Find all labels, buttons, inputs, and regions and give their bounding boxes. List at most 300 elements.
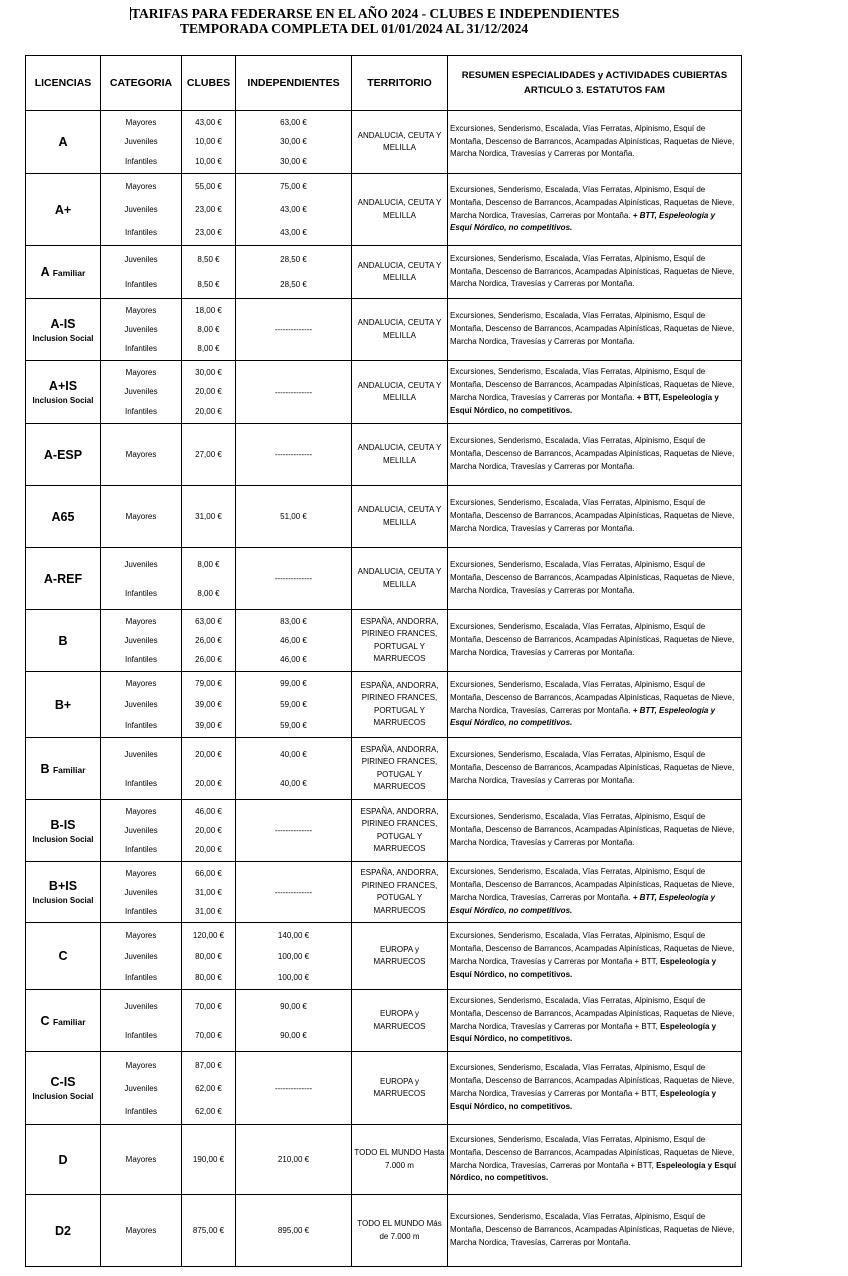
independent-price: 51,00 €	[280, 512, 307, 521]
cat-stack	[101, 248, 181, 297]
summary-extra: + BTT, Espeleología y Esquí Nórdico, no competitivos.	[450, 705, 716, 728]
ind-stack	[236, 426, 351, 484]
club-cell	[182, 361, 236, 424]
summary-text: Excursiones, Senderismo, Escalada, Vías Ferratas, Alpinismo, Esquí de Montaña, Descenso de Barrancos, Acampadas Alpinísticas, Raquetas de Nieve, Marcha Nordica, Travesías y Carreras por Montaña.	[450, 311, 735, 346]
club-price: 63,00 €	[195, 616, 222, 626]
club-stack	[182, 550, 235, 608]
table-row	[26, 862, 742, 923]
table-row	[26, 610, 742, 672]
ind-cell	[236, 923, 352, 990]
cat-cell	[101, 1195, 182, 1267]
summary-text: Excursiones, Senderismo, Escalada, Vías Ferratas, Alpinismo, Esquí de Montaña, Descenso de Barrancos, Acampadas Alpinísticas, Raquetas de Nieve, Marcha Nordica, Travesías y Carreras por Montaña.	[450, 750, 735, 785]
category-value: Juveniles	[124, 204, 158, 214]
category-value: Mayores	[125, 930, 157, 940]
category-value: Mayores	[125, 182, 157, 192]
ind-cell	[236, 1195, 352, 1267]
table-row	[26, 1195, 742, 1267]
club-price: 20,00 €	[195, 749, 222, 759]
independent-price: 40,00 €	[280, 749, 307, 759]
club-price: 80,00 €	[195, 972, 222, 982]
category-value: Mayores	[125, 1060, 157, 1070]
cat-cell	[101, 672, 182, 738]
licence-code: B	[58, 633, 68, 648]
licence-code: A+IS	[48, 379, 78, 393]
independent-price: 210,00 €	[277, 1155, 310, 1164]
club-cell	[182, 923, 236, 990]
cat-cell	[101, 1125, 182, 1195]
cat-stack	[101, 612, 181, 670]
territory-text: ANDALUCIA, CEUTA Y MELILLA	[357, 380, 442, 402]
cat-stack	[101, 674, 181, 736]
category-value: Mayores	[125, 616, 157, 626]
cat-stack	[101, 426, 181, 484]
licence-code: B+	[54, 697, 72, 712]
category-value: Infantiles	[124, 1106, 158, 1116]
summary-cell	[448, 1052, 742, 1125]
licence-subtitle: Inclusion Social	[32, 896, 94, 905]
summary-cell	[448, 299, 742, 361]
table-row	[26, 990, 742, 1052]
territory-text: ESPAÑA, ANDORRA, PIRINEO FRANCES, PORTUGAL Y MARRUECOS	[360, 680, 439, 727]
summary-text: Excursiones, Senderismo, Escalada, Vías Ferratas, Alpinismo, Esquí de Montaña, Descenso de Barrancos, Acampadas Alpinísticas, Raquetas de Nieve, Marcha Nordica, Travesías, Carreras por Montaña.	[450, 679, 735, 715]
ind-cell	[236, 111, 352, 174]
club-cell	[182, 1125, 236, 1195]
licence-code: A65	[51, 509, 75, 524]
ind-cell	[236, 610, 352, 672]
territory-cell	[352, 361, 448, 424]
club-price: 10,00 €	[195, 137, 222, 147]
table-row	[26, 738, 742, 800]
ind-stack	[236, 992, 351, 1050]
summary-text: Excursiones, Senderismo, Escalada, Vías Ferratas, Alpinismo, Esquí de Montaña, Descenso de Barrancos, Acampadas Alpinísticas, Raquetas de Nieve, Marcha Nordica, Travesías y Carreras por Montaña.	[450, 812, 735, 847]
ind-cell	[236, 361, 352, 424]
independent-price: 90,00 €	[280, 1001, 307, 1011]
category-value: Infantiles	[124, 845, 158, 855]
club-price: 62,00 €	[195, 1106, 222, 1116]
independent-price: 100,00 €	[277, 972, 310, 982]
ind-stack	[236, 674, 351, 736]
summary-text: Excursiones, Senderismo, Escalada, Vías Ferratas, Alpinismo, Esquí de Montaña, Descenso de Barrancos, Acampadas Alpinísticas, Raquetas de Nieve, Marcha Nordica, Travesías y Carreras por Montaña.	[450, 123, 735, 159]
independent-price: 30,00 €	[280, 157, 307, 167]
club-price: 26,00 €	[195, 655, 222, 665]
territory-text: EUROPA y MARRUECOS	[373, 944, 426, 966]
table-row	[26, 486, 742, 548]
independent-price: 83,00 €	[280, 616, 307, 626]
club-price: 30,00 €	[195, 367, 222, 377]
table-header-row	[26, 56, 742, 111]
cat-stack	[101, 363, 181, 422]
category-value: Infantiles	[124, 720, 158, 730]
summary-cell	[448, 1125, 742, 1195]
territory-text: ESPAÑA, ANDORRA, PIRINEO FRANCES, PORTUGAL Y MARRUECOS	[360, 616, 439, 663]
ind-cell	[236, 990, 352, 1052]
territory-cell	[352, 862, 448, 923]
col-independientes: INDEPENDIENTES	[236, 56, 352, 111]
category-value: Mayores	[125, 450, 157, 459]
territory-cell	[352, 1125, 448, 1195]
territory-cell	[352, 672, 448, 738]
ind-stack	[236, 612, 351, 670]
category-value: Infantiles	[124, 972, 158, 982]
club-stack	[182, 248, 235, 297]
ind-cell	[236, 1125, 352, 1195]
summary-extra: + BTT, Espeleología y Esquí Nórdico, no competitivos.	[450, 210, 716, 233]
club-price: 70,00 €	[195, 1001, 222, 1011]
cat-stack	[101, 802, 181, 860]
ind-stack	[236, 925, 351, 988]
ind-stack	[236, 1127, 351, 1193]
club-price: 23,00 €	[195, 204, 222, 214]
licence-cell	[26, 111, 101, 174]
territory-text: EUROPA y MARRUECOS	[373, 1009, 426, 1031]
table-row	[26, 299, 742, 361]
col-categoria: CATEGORIA	[101, 56, 182, 111]
club-price: 87,00 €	[195, 1060, 222, 1070]
col-clubes: CLUBES	[182, 56, 236, 111]
club-cell	[182, 1052, 236, 1125]
ind-stack	[236, 488, 351, 546]
club-stack	[182, 1054, 235, 1123]
summary-cell	[448, 862, 742, 923]
licence-cell	[26, 174, 101, 246]
licence-subtitle: Inclusion Social	[32, 834, 94, 844]
category-value: Mayores	[125, 806, 157, 816]
licence-cell	[26, 548, 101, 610]
category-value: Infantiles	[124, 157, 158, 167]
licence-code: C	[40, 1013, 50, 1028]
category-value: Mayores	[125, 117, 157, 127]
table-row	[26, 923, 742, 990]
territory-cell	[352, 738, 448, 800]
licence-familiar-label: Familiar	[52, 764, 86, 775]
club-price: 55,00 €	[195, 182, 222, 192]
licence-subtitle: Inclusion Social	[32, 1092, 94, 1101]
cat-cell	[101, 299, 182, 361]
cat-cell	[101, 361, 182, 424]
ind-cell	[236, 424, 352, 486]
club-stack	[182, 674, 235, 736]
ind-stack	[236, 1054, 351, 1123]
club-stack	[182, 992, 235, 1050]
club-cell	[182, 800, 236, 862]
category-value: Juveniles	[124, 1001, 158, 1011]
summary-text: Excursiones, Senderismo, Escalada, Vías Ferratas, Alpinismo, Esquí de Montaña, Descenso de Barrancos, Acampadas Alpinísticas, Raquetas de Nieve, Marcha Nordica, Travesías y Carreras por Montaña.	[450, 560, 735, 595]
club-cell	[182, 424, 236, 486]
summary-cell	[448, 111, 742, 174]
summary-text: Excursiones, Senderismo, Escalada, Vías Ferratas, Alpinismo, Esquí de Montaña, Descenso de Barrancos, Acampadas Alpinísticas, Raquetas de Nieve, Marcha Nordica, Travesías y Carreras por Montaña + BTT,	[450, 995, 735, 1031]
ind-stack	[236, 113, 351, 172]
licence-cell	[26, 486, 101, 548]
club-price: 8,00 €	[197, 559, 220, 569]
licence-code: A-ESP	[43, 447, 83, 462]
summary-extra: Espeleología y Esquí Nórdico, no competitivos.	[450, 1021, 717, 1044]
ind-cell	[236, 548, 352, 610]
club-price: 20,00 €	[195, 778, 222, 788]
club-stack	[182, 925, 235, 988]
ind-stack	[236, 740, 351, 798]
territory-cell	[352, 548, 448, 610]
club-cell	[182, 111, 236, 174]
club-price: 8,00 €	[197, 344, 220, 354]
ind-cell	[236, 738, 352, 800]
territory-cell	[352, 923, 448, 990]
title-line-1: TARIFAS PARA FEDERARSE EN EL AÑO 2024 - CLUBES E INDEPENDIENTES	[131, 6, 620, 21]
table-row	[26, 111, 742, 174]
licence-subtitle: Inclusion Social	[32, 333, 94, 343]
club-price: 8,50 €	[197, 255, 220, 265]
independent-price: 30,00 €	[280, 137, 307, 147]
licence-cell	[26, 800, 101, 862]
club-price: 31,00 €	[195, 906, 222, 916]
independent-price: 46,00 €	[280, 655, 307, 665]
cat-stack	[101, 925, 181, 988]
ind-stack	[236, 802, 351, 860]
independent-price: 46,00 €	[280, 635, 307, 645]
cat-stack	[101, 992, 181, 1050]
licence-cell	[26, 424, 101, 486]
table-row	[26, 174, 742, 246]
table-row	[26, 548, 742, 610]
category-value: Infantiles	[124, 906, 158, 916]
independent-price: 140,00 €	[277, 930, 310, 940]
independent-price: 90,00 €	[280, 1030, 307, 1040]
licence-code: B+IS	[48, 879, 78, 893]
independent-price: 895,00 €	[277, 1226, 310, 1235]
club-cell	[182, 486, 236, 548]
cat-cell	[101, 1052, 182, 1125]
club-price: 10,00 €	[195, 157, 222, 167]
club-price: 20,00 €	[195, 387, 222, 397]
summary-text: Excursiones, Senderismo, Escalada, Vías Ferratas, Alpinismo, Esquí de Montaña, Descenso de Barrancos, Acampadas Alpinísticas, Raquetas de Nieve, Marcha Nordica, Travesías y Carreras por Montaña.	[450, 622, 735, 657]
category-value: Infantiles	[124, 227, 158, 237]
licence-cell	[26, 923, 101, 990]
territory-cell	[352, 610, 448, 672]
club-price: 31,00 €	[195, 512, 222, 521]
club-price: 23,00 €	[195, 227, 222, 237]
category-value: Mayores	[125, 1226, 157, 1235]
territory-text: ANDALUCIA, CEUTA Y MELILLA	[357, 198, 442, 220]
territory-text: ESPAÑA, ANDORRA, PIRINEO FRANCES, POTUGAL Y MARRUECOS	[360, 868, 439, 915]
territory-text: ANDALUCIA, CEUTA Y MELILLA	[357, 318, 442, 340]
club-cell	[182, 862, 236, 923]
licence-code: A	[58, 135, 68, 149]
ind-cell	[236, 862, 352, 923]
licence-familiar-label: Familiar	[52, 268, 86, 278]
club-price: 27,00 €	[195, 450, 222, 459]
licence-cell	[26, 1125, 101, 1195]
summary-text: Excursiones, Senderismo, Escalada, Vías Ferratas, Alpinismo, Esquí de Montaña, Descenso de Barrancos, Acampadas Alpinísticas, Raquetas de Nieve, Marcha Nordica, Travesías y Carreras por Montaña + BTT,	[450, 931, 735, 966]
summary-extra: + BTT, Espeleología y Esquí Nórdico, no competitivos.	[450, 393, 719, 415]
independent-price: --------------	[274, 1083, 313, 1093]
independent-price: 43,00 €	[280, 204, 307, 214]
category-value: Mayores	[125, 679, 157, 689]
territory-cell	[352, 299, 448, 361]
summary-cell	[448, 610, 742, 672]
territory-cell	[352, 800, 448, 862]
category-value: Juveniles	[124, 324, 158, 334]
ind-cell	[236, 246, 352, 299]
independent-price: 59,00 €	[280, 699, 307, 709]
club-price: 8,00 €	[197, 588, 220, 598]
table-row	[26, 361, 742, 424]
licence-code: A	[40, 265, 50, 279]
summary-extra: Espeleología y Esquí Nórdico, no competitivos.	[450, 1089, 717, 1111]
club-price: 875,00 €	[192, 1226, 225, 1235]
cat-stack	[101, 864, 181, 921]
club-price: 66,00 €	[195, 868, 222, 878]
territory-cell	[352, 990, 448, 1052]
table-row	[26, 1052, 742, 1125]
cat-stack	[101, 301, 181, 359]
club-cell	[182, 174, 236, 246]
category-value: Juveniles	[124, 559, 158, 569]
territory-text: ESPAÑA, ANDORRA, PIRINEO FRANCES, POTUGAL Y MARRUECOS	[360, 744, 439, 791]
page-title	[130, 6, 690, 36]
licence-cell	[26, 738, 101, 800]
territory-cell	[352, 111, 448, 174]
ind-stack	[236, 363, 351, 422]
category-value: Juveniles	[124, 137, 158, 147]
category-value: Juveniles	[124, 699, 158, 709]
licence-cell	[26, 672, 101, 738]
club-price: 8,00 €	[197, 324, 220, 334]
cat-cell	[101, 862, 182, 923]
category-value: Juveniles	[124, 1083, 158, 1093]
club-cell	[182, 738, 236, 800]
summary-cell	[448, 738, 742, 800]
summary-extra: Espeleología y Esquí Nórdico, no competitivos.	[450, 1160, 737, 1183]
cat-cell	[101, 610, 182, 672]
licence-code: A-IS	[50, 316, 76, 331]
independent-price: 43,00 €	[280, 227, 307, 237]
club-price: 120,00 €	[192, 930, 225, 940]
category-value: Juveniles	[124, 749, 158, 759]
club-stack	[182, 864, 235, 921]
title-line-2: TEMPORADA COMPLETA DEL 01/01/2024 AL 31/12/2024	[180, 21, 529, 36]
ind-stack	[236, 248, 351, 297]
club-stack	[182, 488, 235, 546]
category-value: Mayores	[125, 305, 157, 315]
ind-cell	[236, 299, 352, 361]
licence-cell	[26, 361, 101, 424]
cat-cell	[101, 800, 182, 862]
licence-cell	[26, 862, 101, 923]
category-value: Mayores	[125, 1155, 157, 1164]
summary-text: Excursiones, Senderismo, Escalada, Vías Ferratas, Alpinismo, Esquí de Montaña, Descenso de Barrancos, Acampadas Alpinísticas, Raquetas de Nieve, Marcha Nordica, Travesías, Carreras por Montaña.	[450, 1212, 735, 1247]
club-cell	[182, 246, 236, 299]
independent-price: 63,00 €	[280, 117, 307, 127]
club-price: 20,00 €	[195, 407, 222, 417]
club-price: 26,00 €	[195, 635, 222, 645]
table-row	[26, 1125, 742, 1195]
table-row	[26, 246, 742, 299]
club-price: 8,50 €	[197, 279, 220, 289]
category-value: Juveniles	[124, 387, 158, 397]
cat-cell	[101, 923, 182, 990]
club-price: 46,00 €	[195, 806, 222, 816]
independent-price: --------------	[274, 450, 313, 459]
ind-cell	[236, 486, 352, 548]
summary-text: Excursiones, Senderismo, Escalada, Vías Ferratas, Alpinismo, Esquí de Montaña, Descenso de Barrancos, Acampadas Alpinísticas, Raquetas de Nieve, Marcha Nordica, Travesías y Carreras por Montaña.	[450, 253, 735, 289]
summary-cell	[448, 672, 742, 738]
category-value: Juveniles	[124, 825, 158, 835]
category-value: Infantiles	[124, 279, 158, 289]
ind-stack	[236, 301, 351, 359]
summary-cell	[448, 246, 742, 299]
territory-text: ANDALUCIA, CEUTA Y MELILLA	[357, 505, 442, 527]
cat-stack	[101, 1197, 181, 1265]
fees-table	[25, 55, 742, 1267]
table-row	[26, 424, 742, 486]
club-stack	[182, 1197, 235, 1265]
independent-price: 99,00 €	[280, 679, 307, 689]
club-price: 39,00 €	[195, 699, 222, 709]
licence-cell	[26, 246, 101, 299]
ind-stack	[236, 176, 351, 244]
cat-cell	[101, 548, 182, 610]
licence-code: C	[58, 949, 68, 963]
club-stack	[182, 301, 235, 359]
club-stack	[182, 363, 235, 422]
independent-price: 59,00 €	[280, 720, 307, 730]
territory-text: EUROPA y MARRUECOS	[373, 1076, 426, 1098]
cat-stack	[101, 113, 181, 172]
summary-cell	[448, 990, 742, 1052]
club-cell	[182, 1195, 236, 1267]
club-price: 79,00 €	[195, 679, 222, 689]
col-licencias: LICENCIAS	[26, 56, 101, 111]
cat-cell	[101, 424, 182, 486]
club-price: 18,00 €	[195, 305, 222, 315]
cat-stack	[101, 1054, 181, 1123]
territory-cell	[352, 174, 448, 246]
club-stack	[182, 740, 235, 798]
licence-code: B	[40, 761, 50, 776]
club-price: 62,00 €	[195, 1083, 222, 1093]
summary-cell	[448, 424, 742, 486]
col-territorio: TERRITORIO	[352, 56, 448, 111]
club-cell	[182, 299, 236, 361]
licence-code: D2	[55, 1223, 71, 1238]
territory-cell	[352, 424, 448, 486]
licence-familiar-label: Familiar	[52, 1016, 86, 1027]
ind-cell	[236, 1052, 352, 1125]
territory-text: ANDALUCIA, CEUTA Y MELILLA	[357, 567, 442, 589]
summary-cell	[448, 923, 742, 990]
club-price: 39,00 €	[195, 720, 222, 730]
summary-cell	[448, 1195, 742, 1267]
licence-cell	[26, 610, 101, 672]
summary-extra: + BTT, Espeleología y Esquí Nórdico, no competitivos.	[450, 893, 716, 915]
club-price: 80,00 €	[195, 951, 222, 961]
cat-cell	[101, 738, 182, 800]
territory-text: ANDALUCIA, CEUTA Y MELILLA	[357, 260, 442, 282]
club-price: 20,00 €	[195, 845, 222, 855]
licence-code: C-IS	[50, 1075, 76, 1089]
cat-stack	[101, 176, 181, 244]
table-row	[26, 800, 742, 862]
territory-text: ANDALUCIA, CEUTA Y MELILLA	[357, 443, 442, 465]
independent-price: 28,50 €	[280, 255, 307, 265]
licence-subtitle: Inclusion Social	[32, 396, 94, 405]
club-price: 20,00 €	[195, 825, 222, 835]
cat-cell	[101, 111, 182, 174]
category-value: Mayores	[125, 512, 157, 521]
category-value: Infantiles	[124, 407, 158, 417]
summary-text: Excursiones, Senderismo, Escalada, Vías Ferratas, Alpinismo, Esquí de Montaña, Descenso de Barrancos, Acampadas Alpinísticas, Raquetas de Nieve, Marcha Nordica, Travesías y Carreras por Montaña.	[450, 498, 735, 533]
category-value: Juveniles	[124, 635, 158, 645]
category-value: Infantiles	[124, 344, 158, 354]
